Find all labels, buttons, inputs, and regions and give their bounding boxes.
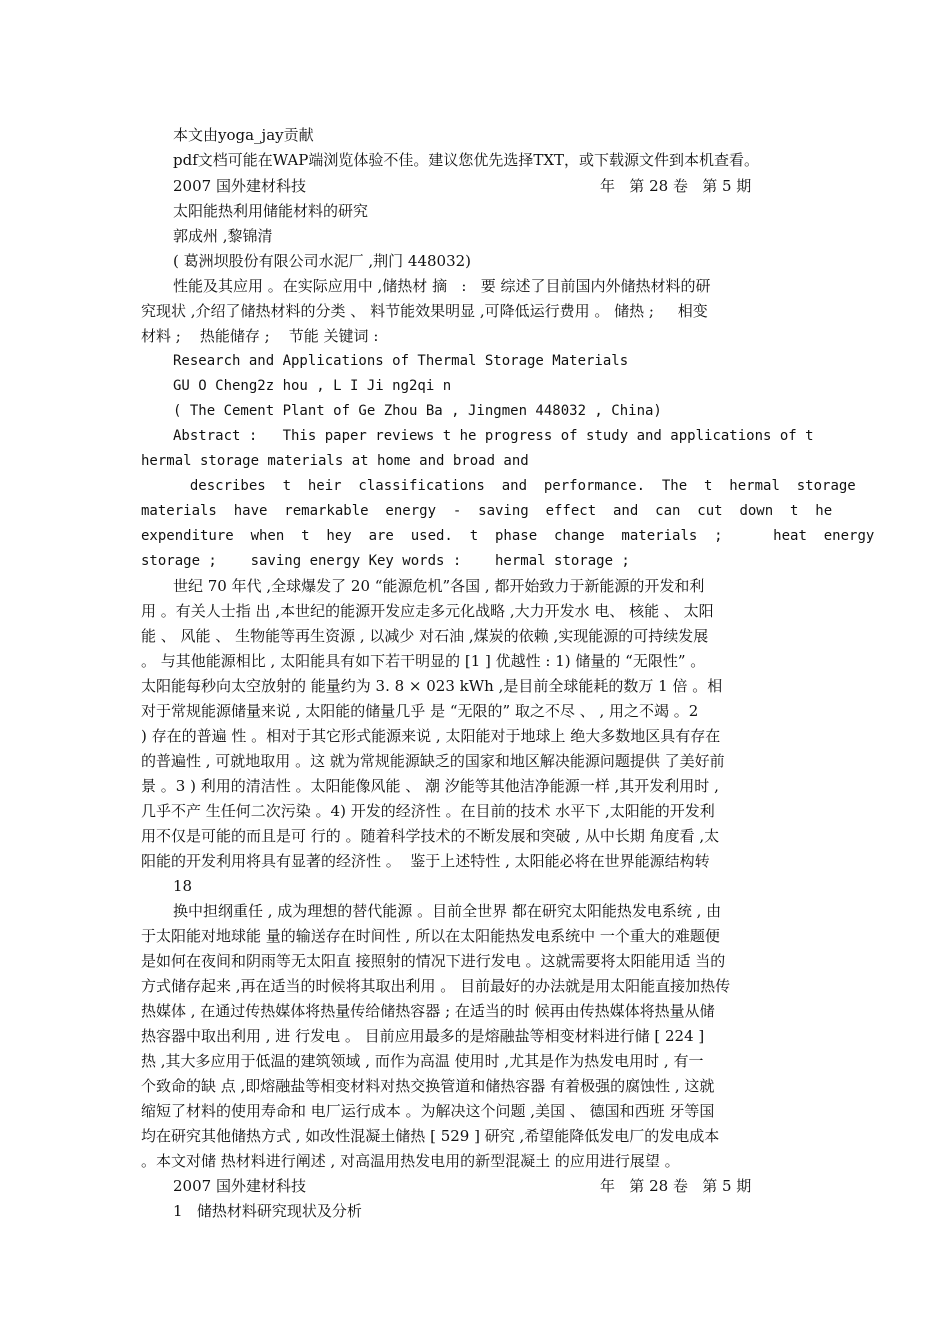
- body-paragraph-line: 的普遍性 , 可就地取用 。这 就为常规能源缺乏的国家和地区解决能源问题提供 了美好前: [141, 752, 725, 770]
- body-paragraph-line: 对于常规能源储量来说 , 太阳能的储量几乎 是 “无限的” 取之不尽 、 , 用之不竭 。2: [141, 702, 699, 720]
- body-paragraph-line: 用不仅是可能的而且是可 行的 。随着科学技术的不断发展和突破 , 从中长期 角度看 ,太: [141, 827, 720, 845]
- journal-header-right: 年 第 28 卷 第 5 期: [600, 1177, 752, 1195]
- body-paragraph-line: 太阳能每秒向太空放射的 能量约为 3. 8 × 023 kWh ,是目前全球能耗的数万 1 倍 。相: [141, 677, 723, 695]
- body-paragraph-line: 世纪 70 年代 ,全球爆发了 20 “能源危机”各国 , 都开始致力于新能源的开发和利: [173, 577, 705, 595]
- abstract-en-line: describes t heir classifications and performance. The t hermal storage: [173, 478, 856, 494]
- article-title-en: Research and Applications of Thermal Storage Materials: [173, 353, 629, 369]
- authors-en: GU O Cheng2z hou , L I Ji ng2qi n: [173, 378, 452, 394]
- abstract-cn-line: 材料 ; 热能储存 ; 节能 关键词 :: [141, 327, 379, 345]
- body-paragraph-line: 缩短了材料的使用寿命和 电厂运行成本 。为解决这个问题 ,美国 、 德国和西班 牙等国: [141, 1102, 715, 1120]
- body-paragraph-line: 。本文对储 热材料进行阐述 , 对高温用热发电用的新型混凝土 的应用进行展望 。: [141, 1152, 680, 1170]
- section-heading: 1 储热材料研究现状及分析: [173, 1202, 362, 1220]
- journal-header-left: 2007 国外建材科技: [173, 177, 306, 195]
- abstract-cn-line: 究现状 ,介绍了储热材料的分类 、 料节能效果明显 ,可降低运行费用 。 储热 ; 相变: [141, 302, 708, 320]
- format-notice: pdf文档可能在WAP端浏览体验不佳。建议您优先选择TXT，或下载源文件到本机查看。: [173, 151, 760, 169]
- journal-header-right: 年 第 28 卷 第 5 期: [600, 177, 752, 195]
- affiliation-cn: ( 葛洲坝股份有限公司水泥厂 ,荆门 448032): [173, 252, 472, 270]
- body-paragraph-line: 几乎不产 生任何二次污染 。4) 开发的经济性 。在目前的技术 水平下 ,太阳能的开发利: [141, 802, 715, 820]
- body-paragraph-line: 热 ,其大多应用于低温的建筑领域 , 而作为高温 使用时 ,尤其是作为热发电用时 , 有一: [141, 1052, 704, 1070]
- body-paragraph-line: 能 、 风能 、 生物能等再生资源 , 以减少 对石油 ,煤炭的依赖 ,实现能源的可持续发展: [141, 627, 709, 645]
- body-paragraph-line: 。 与其他能源相比 , 太阳能具有如下若干明显的 [1 ] 优越性 : 1) 储量的 “无限性” 。: [141, 652, 706, 670]
- body-paragraph-line: 阳能的开发利用将具有显著的经济性 。 鉴于上述特性 , 太阳能必将在世界能源结构转: [141, 852, 710, 870]
- journal-header-left: 2007 国外建材科技: [173, 1177, 306, 1195]
- body-paragraph-line: 用 。有关人士指 出 ,本世纪的能源开发应走多元化战略 ,大力开发水 电、 核能 、 太阳: [141, 602, 714, 620]
- page-number: 18: [173, 877, 193, 895]
- body-paragraph-line: ) 存在的普遍 性 。相对于其它形式能源来说 , 太阳能对于地球上 绝大多数地区具有存在: [141, 727, 721, 745]
- body-paragraph-line: 换中担纲重任 , 成为理想的替代能源 。目前全世界 都在研究太阳能热发电系统 , 由: [173, 902, 722, 920]
- abstract-en-line: Abstract : This paper reviews t he progress of study and applications of t: [173, 428, 814, 444]
- authors-cn: 郭成州 ,黎锦清: [173, 227, 273, 245]
- body-paragraph-line: 方式储存起来 ,再在适当的时候将其取出利用 。 目前最好的办法就是用太阳能直接加热传: [141, 977, 731, 995]
- article-title-cn: 太阳能热利用储能材料的研究: [173, 202, 369, 220]
- abstract-cn-line: 性能及其应用 。在实际应用中 ,储热材 摘 : 要 综述了目前国内外储热材料的研: [173, 277, 711, 295]
- abstract-en-line: materials have remarkable energy - saving effect and can cut down t he: [141, 503, 833, 519]
- body-paragraph-line: 于太阳能对地球能 量的输送存在时间性 , 所以在太阳能热发电系统中 一个重大的难题便: [141, 927, 720, 945]
- affiliation-en: ( The Cement Plant of Ge Zhou Ba , Jingmen 448032 , China): [173, 403, 662, 419]
- body-paragraph-line: 热媒体 , 在通过传热媒体将热量传给储热容器 ; 在适当的时 候再由传热媒体将热量从储: [141, 1002, 715, 1020]
- abstract-en-line: expenditure when t hey are used. t phase change materials ; heat energy: [141, 528, 875, 544]
- body-paragraph-line: 景 。3 ) 利用的清洁性 。太阳能像风能 、 潮 汐能等其他洁净能源一样 ,其开发利用时 ,: [141, 777, 719, 795]
- body-paragraph-line: 个致命的缺 点 ,即熔融盐等相变材料对热交换管道和储热容器 有着极强的腐蚀性 , 这就: [141, 1077, 715, 1095]
- body-paragraph-line: 均在研究其他储热方式 , 如改性混凝土储热 [ 529 ] 研究 ,希望能降低发电厂的发电成本: [141, 1127, 720, 1145]
- body-paragraph-line: 是如何在夜间和阴雨等无太阳直 接照射的情况下进行发电 。这就需要将太阳能用适 当的: [141, 952, 726, 970]
- body-paragraph-line: 热容器中取出利用 , 进 行发电 。 目前应用最多的是熔融盐等相变材料进行储 [ 224 ]: [141, 1027, 705, 1045]
- abstract-en-line: storage ; saving energy Key words : hermal storage ;: [141, 553, 630, 569]
- abstract-en-line: hermal storage materials at home and broad and: [141, 453, 529, 469]
- contributor-line: 本文由yoga_jay贡献: [173, 126, 314, 144]
